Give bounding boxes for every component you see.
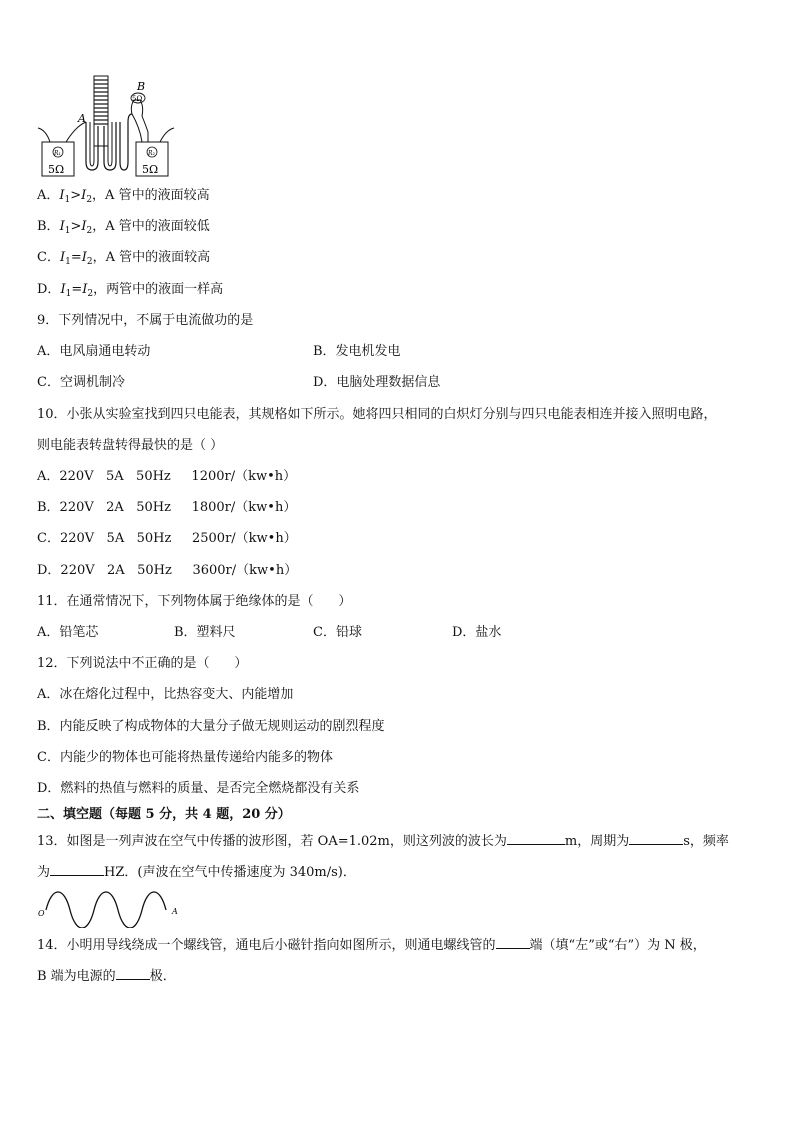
q8-option-b: B．$I_1>I_2$，A 管中的液面较低: [37, 219, 210, 236]
right-box-value: 5Ω: [142, 163, 159, 176]
u-tube-apparatus-figure: [36, 70, 176, 180]
q13-wavelength-blank[interactable]: [507, 832, 565, 845]
q11-option-b: B．塑料尺: [174, 625, 236, 640]
q9-option-b: B．发电机发电: [313, 344, 401, 359]
label-a: A: [78, 112, 86, 125]
q9-option-c: C．空调机制冷: [37, 375, 125, 390]
wave-label-a: A: [172, 907, 178, 916]
q8-option-d: D．$I_1=I_2$，两管中的液面一样高: [37, 282, 224, 299]
q10-stem-line1: 10．小张从实验室找到四只电能表，其规格如下所示。她将四只相同的白炽灯分别与四只电能表相连并接入照明电路，: [37, 407, 717, 422]
q10-option-c: C．220V 5A 50Hz 2500r/（kw•h）: [37, 531, 297, 546]
q11-stem: 11．在通常情况下，下列物体属于绝缘体的是（ ）: [37, 594, 352, 609]
q9-option-d: D．电脑处理数据信息: [313, 375, 441, 390]
q14-line2: B 端为电源的 极．: [37, 969, 176, 984]
q9-stem: 9．下列情况中，不属于电流做功的是: [37, 313, 254, 328]
q10-option-d: D．220V 2A 50Hz 3600r/（kw•h）: [37, 563, 298, 578]
q8-option-c: C．$I_1=I_2$，A 管中的液面较高: [37, 250, 211, 267]
q12-option-d: D．燃料的热值与燃料的质量、是否完全燃烧都没有关系: [37, 781, 360, 796]
q14-end-blank[interactable]: [496, 936, 530, 949]
q9-option-a: A．电风扇通电转动: [37, 344, 151, 359]
q12-option-b: B．内能反映了构成物体的大量分子做无规则运动的剧烈程度: [37, 719, 385, 734]
left-box-value: 5Ω: [48, 163, 65, 176]
q13-line2: 为 HZ．(声波在空气中传播速度为 340m/s)．: [37, 865, 356, 880]
q14-line1: 14．小明用导线绕成一个螺线管，通电后小磁针指向如图所示，则通电螺线管的 端（填“左”或“右”）为 N 极，: [37, 938, 706, 953]
right-resistor-label: R₂: [148, 150, 155, 157]
q10-stem-line2: 则电能表转盘转得最快的是（ ）: [37, 438, 224, 453]
q12-stem: 12．下列说法中不正确的是（ ）: [37, 656, 248, 671]
q13-line1: 13．如图是一列声波在空气中传播的波形图，若 OA=1.02m，则这列波的波长为 m，周期为 s，频率: [37, 834, 729, 849]
q11-option-d: D．盐水: [452, 625, 502, 640]
q13-period-blank[interactable]: [629, 832, 683, 845]
scale-ticks: [94, 80, 108, 124]
left-resistor-label: R₁: [54, 150, 61, 157]
sound-wave-figure: [36, 888, 186, 928]
q8-option-a: A．$I_1>I_2$，A 管中的液面较高: [37, 188, 210, 205]
q14-pole-blank[interactable]: [116, 967, 150, 980]
label-b: B: [137, 80, 146, 93]
q11-option-a: A．铅笔芯: [37, 625, 99, 640]
q10-option-b: B．220V 2A 50Hz 1800r/（kw•h）: [37, 500, 297, 515]
section-heading-fill-in: 二、填空题（每题 5 分，共 4 题，20 分）: [37, 807, 291, 822]
q11-option-c: C．铅球: [313, 625, 362, 640]
top-resistor-value: 5Ω: [132, 95, 143, 103]
q12-option-a: A．冰在熔化过程中，比热容变大、内能增加: [37, 687, 294, 702]
q12-option-c: C．内能少的物体也可能将热量传递给内能多的物体: [37, 750, 333, 765]
wave-label-o: O: [38, 909, 45, 918]
wave-curve: [46, 892, 166, 928]
q10-option-a: A．220V 5A 50Hz 1200r/（kw•h）: [37, 469, 297, 484]
q13-frequency-blank[interactable]: [50, 863, 104, 876]
